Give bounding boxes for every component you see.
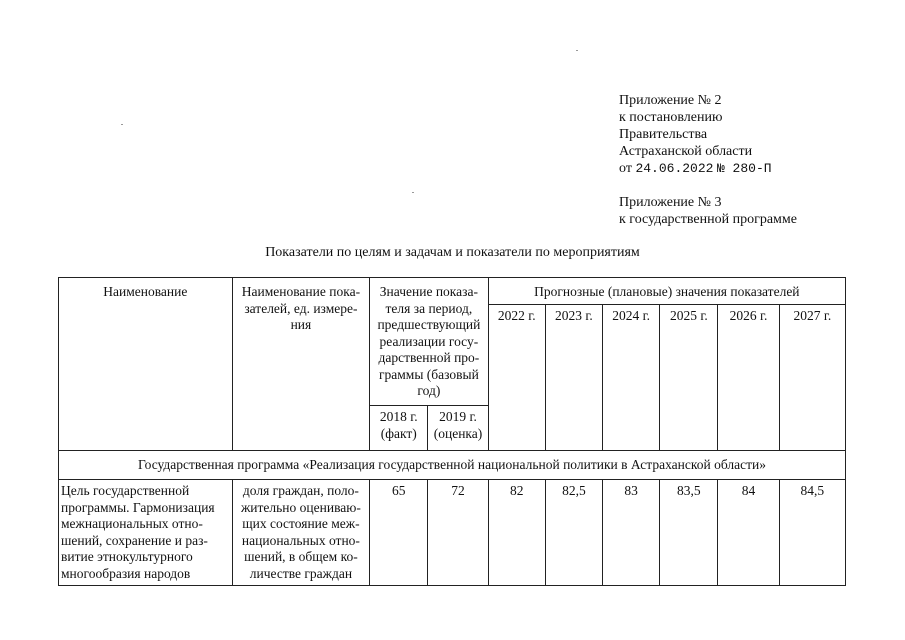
section-title: Государственная программа «Реализация государственной национальной политики в Астраханской области» [59, 451, 846, 480]
order-prefix: от [619, 161, 632, 176]
order-number: № 280-П [716, 161, 772, 176]
value-cell: 83 [603, 480, 660, 586]
appendix-line: Правительства [619, 127, 708, 142]
indicators-table [58, 277, 846, 586]
value-cell: 83,5 [660, 480, 718, 586]
header-forecast: Прогнозные (плановые) значения показателей [488, 278, 845, 305]
scan-speck [121, 124, 123, 125]
value-cell: 72 [428, 480, 488, 586]
header-year: 2025 г. [660, 305, 718, 451]
scan-speck [412, 192, 414, 193]
header-base-year: 2018 г. (факт) [370, 406, 428, 451]
header-year: 2024 г. [603, 305, 660, 451]
appendix-line: Приложение № 3 [619, 195, 722, 210]
value-cell: 65 [370, 480, 428, 586]
header-name: Наименование [59, 278, 233, 451]
header-year: 2023 г. [545, 305, 602, 451]
value-cell: 84 [718, 480, 779, 586]
header-base-year: 2019 г. (оценка) [428, 406, 488, 451]
value-cell: 82 [488, 480, 545, 586]
header-year: 2026 г. [718, 305, 779, 451]
scan-speck [576, 50, 578, 51]
header-indicator: Наименование пока-зателей, ед. измере-ния [232, 278, 370, 451]
document-title: Показатели по целям и задачам и показатели по мероприятиям [265, 245, 640, 260]
value-cell: 84,5 [779, 480, 845, 586]
order-line [619, 160, 797, 177]
appendix-line: Астраханской области [619, 144, 753, 159]
header-base-value: Значение показа-теля за период, предшествующий реализации госу-дарственной про-граммы (базовый год) [370, 278, 488, 406]
appendix-line: Приложение № 2 [619, 93, 722, 108]
order-date: 24.06.2022 [635, 161, 714, 176]
value-cell: 82,5 [545, 480, 602, 586]
row-indicator: доля граждан, поло-жительно оцениваю-щих состояние меж-национальных отно-шений, в общем ко-личестве граждан [232, 480, 370, 586]
header-year: 2022 г. [488, 305, 545, 451]
row-name: Цель государственной программы. Гармонизация межнациональных отно-шений, сохранение и раз-витие этнокультурного многообразия народов [59, 480, 233, 586]
appendix-line: к постановлению [619, 110, 723, 125]
header-year: 2027 г. [779, 305, 845, 451]
appendix-block [619, 92, 797, 228]
appendix-line: к государственной программе [619, 212, 797, 227]
